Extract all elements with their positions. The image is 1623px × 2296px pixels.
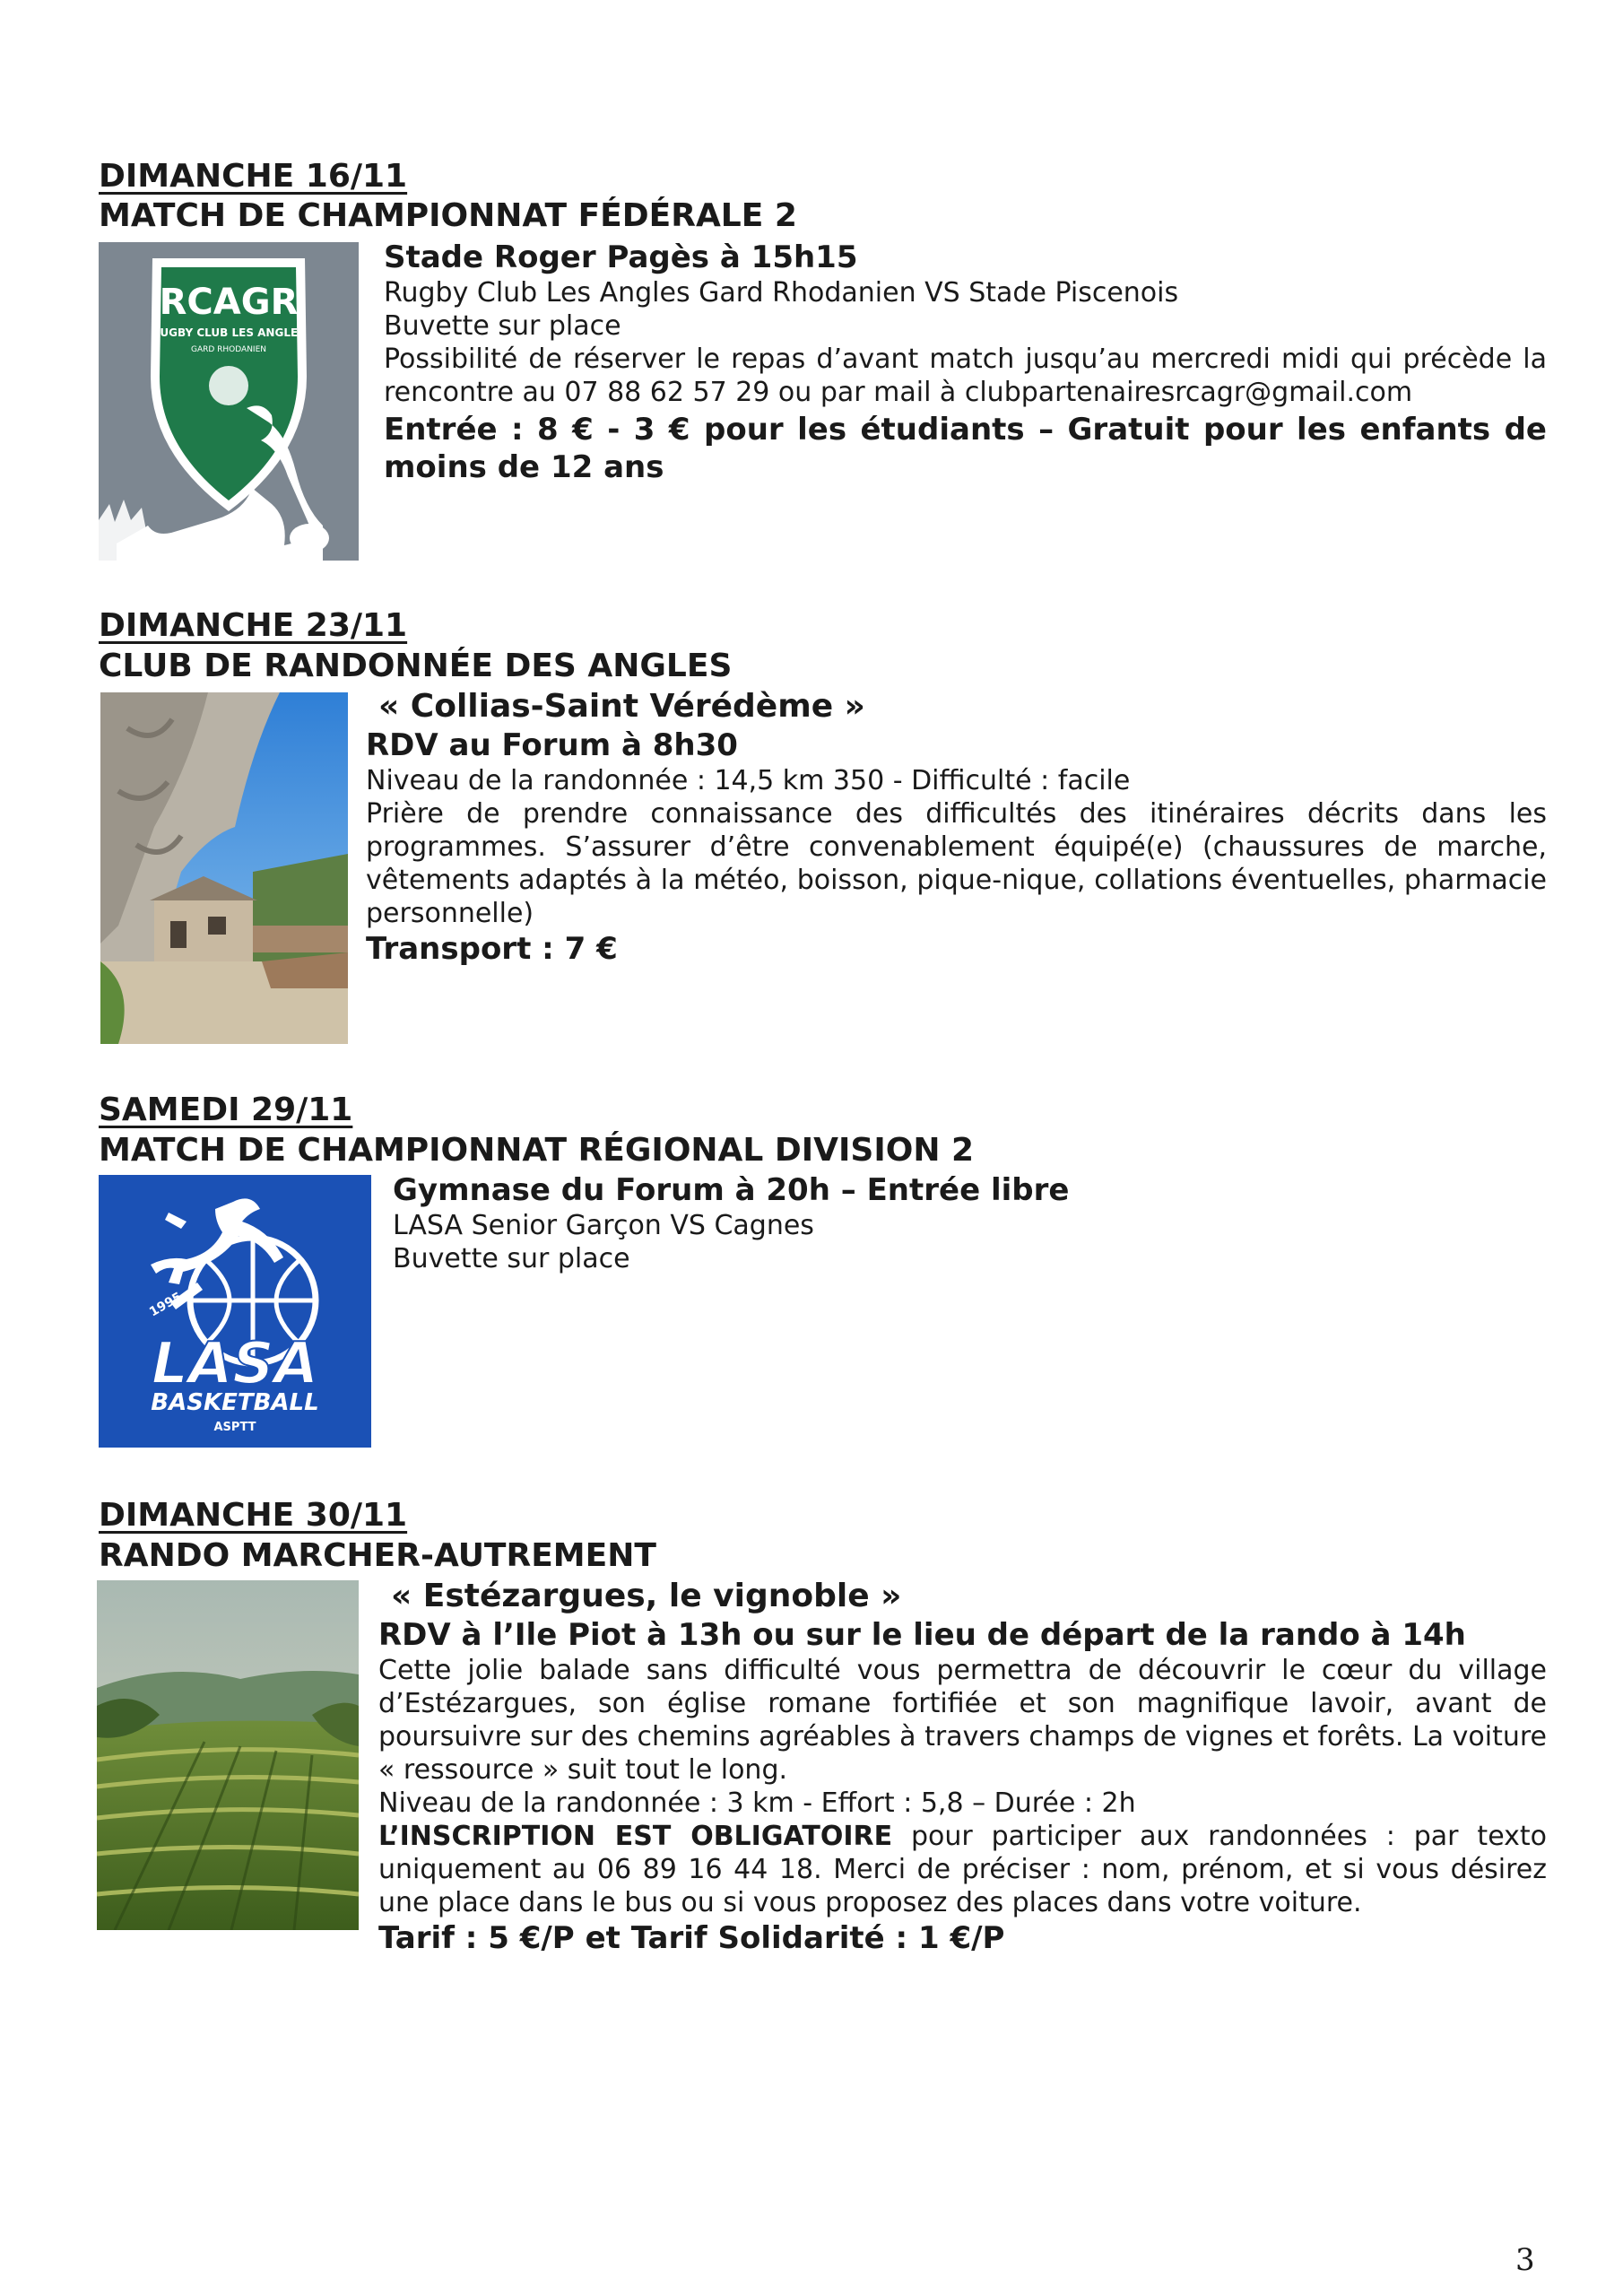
event-details xyxy=(393,1171,1549,1275)
lasa-logo-text: LASA xyxy=(152,1331,318,1397)
rugby-logo-subtext: RUGBY CLUB LES ANGLES xyxy=(152,326,306,339)
event-details xyxy=(366,687,1547,968)
event-title: MATCH DE CHAMPIONNAT RÉGIONAL DIVISION 2 xyxy=(99,1132,975,1169)
event-title: MATCH DE CHAMPIONNAT FÉDÉRALE 2 xyxy=(99,197,797,234)
lasa-logo-year: 1995 xyxy=(147,1290,185,1320)
lasa-basketball-logo xyxy=(99,1175,371,1448)
event-date: DIMANCHE 30/11 xyxy=(99,1497,408,1534)
event-date: SAMEDI 29/11 xyxy=(99,1091,353,1128)
event-booking: Possibilité de réserver le repas d’avant match jusqu’au mercredi midi qui précède la rencontre au 07 88 62 57 29 ou par mail à clubpartenairesrcagr@gmail.com xyxy=(384,344,1547,408)
event-rdv: RDV au Forum à 8h30 xyxy=(366,727,738,763)
event-inscription xyxy=(378,1820,1547,1919)
vineyard-photo xyxy=(97,1580,359,1930)
rugby-club-logo xyxy=(99,242,359,561)
event-transport: Transport : 7 € xyxy=(366,931,618,967)
event-title: CLUB DE RANDONNÉE DES ANGLES xyxy=(99,648,733,684)
rugby-logo-text: RCAGR xyxy=(159,282,299,323)
event-teams: LASA Senior Garçon VS Cagnes xyxy=(393,1210,814,1241)
rugby-logo-subtext-2: GARD RHODANIEN xyxy=(190,345,267,354)
hiking-photo-collias xyxy=(100,692,348,1044)
event-teams: Rugby Club Les Angles Gard Rhodanien VS Stade Piscenois xyxy=(384,277,1179,309)
page-number: 3 xyxy=(1515,2242,1535,2278)
event-venue: Gymnase du Forum à 20h – Entrée libre xyxy=(393,1172,1070,1208)
event-subtitle: « Estézargues, le vignoble » xyxy=(391,1578,902,1614)
event-date: DIMANCHE 16/11 xyxy=(99,158,408,195)
event-level: Niveau de la randonnée : 3 km - Effort : 5,8 – Durée : 2h xyxy=(378,1787,1136,1819)
inscription-required: L’INSCRIPTION EST OBLIGATOIRE xyxy=(378,1821,893,1852)
lasa-logo-subtext-2: ASPTT xyxy=(213,1421,256,1434)
event-venue: Stade Roger Pagès à 15h15 xyxy=(384,239,858,275)
event-buvette: Buvette sur place xyxy=(384,310,621,342)
event-description: Cette jolie balade sans difficulté vous permettra de découvrir le cœur du village d’Estézargues, son église romane fortifiée et son magnifique lavoir, avant de poursuivre sur des chemins agréables à travers champs de vignes et forêts. La voiture « ressource » suit tout le long. xyxy=(378,1655,1547,1786)
event-details xyxy=(378,1577,1547,1957)
event-note: Prière de prendre connaissance des difficultés des itinéraires décrits dans les programmes. S’assurer d’être convenablement équipé(e) (chaussures de marche, vêtements adaptés à la météo, boisson, pique-nique, collations éventuelles, pharmacie personnelle) xyxy=(366,798,1547,929)
lasa-logo-subtext: BASKETBALL xyxy=(151,1389,319,1416)
event-level: Niveau de la randonnée : 14,5 km 350 - Difficulté : facile xyxy=(366,765,1131,796)
inscription-details: pour participer aux randonnées : par texto uniquement au 06 89 16 44 18. Merci de préciser : nom, prénom, et si vous désirez une place dans le bus ou si vous proposez des places dans votre voiture. xyxy=(378,1821,1547,1918)
event-rdv: RDV à l’Ile Piot à 13h ou sur le lieu de départ de la rando à 14h xyxy=(378,1617,1466,1653)
event-subtitle: « Collias-Saint Vérédème » xyxy=(378,688,865,725)
event-date: DIMANCHE 23/11 xyxy=(99,607,408,644)
event-title: RANDO MARCHER-AUTREMENT xyxy=(99,1537,656,1574)
event-buvette: Buvette sur place xyxy=(393,1243,630,1274)
event-tarif: Tarif : 5 €/P et Tarif Solidarité : 1 €/P xyxy=(378,1920,1005,1956)
event-details xyxy=(384,239,1547,486)
event-price: Entrée : 8 € - 3 € pour les étudiants – Gratuit pour les enfants de moins de 12 ans xyxy=(384,412,1547,485)
